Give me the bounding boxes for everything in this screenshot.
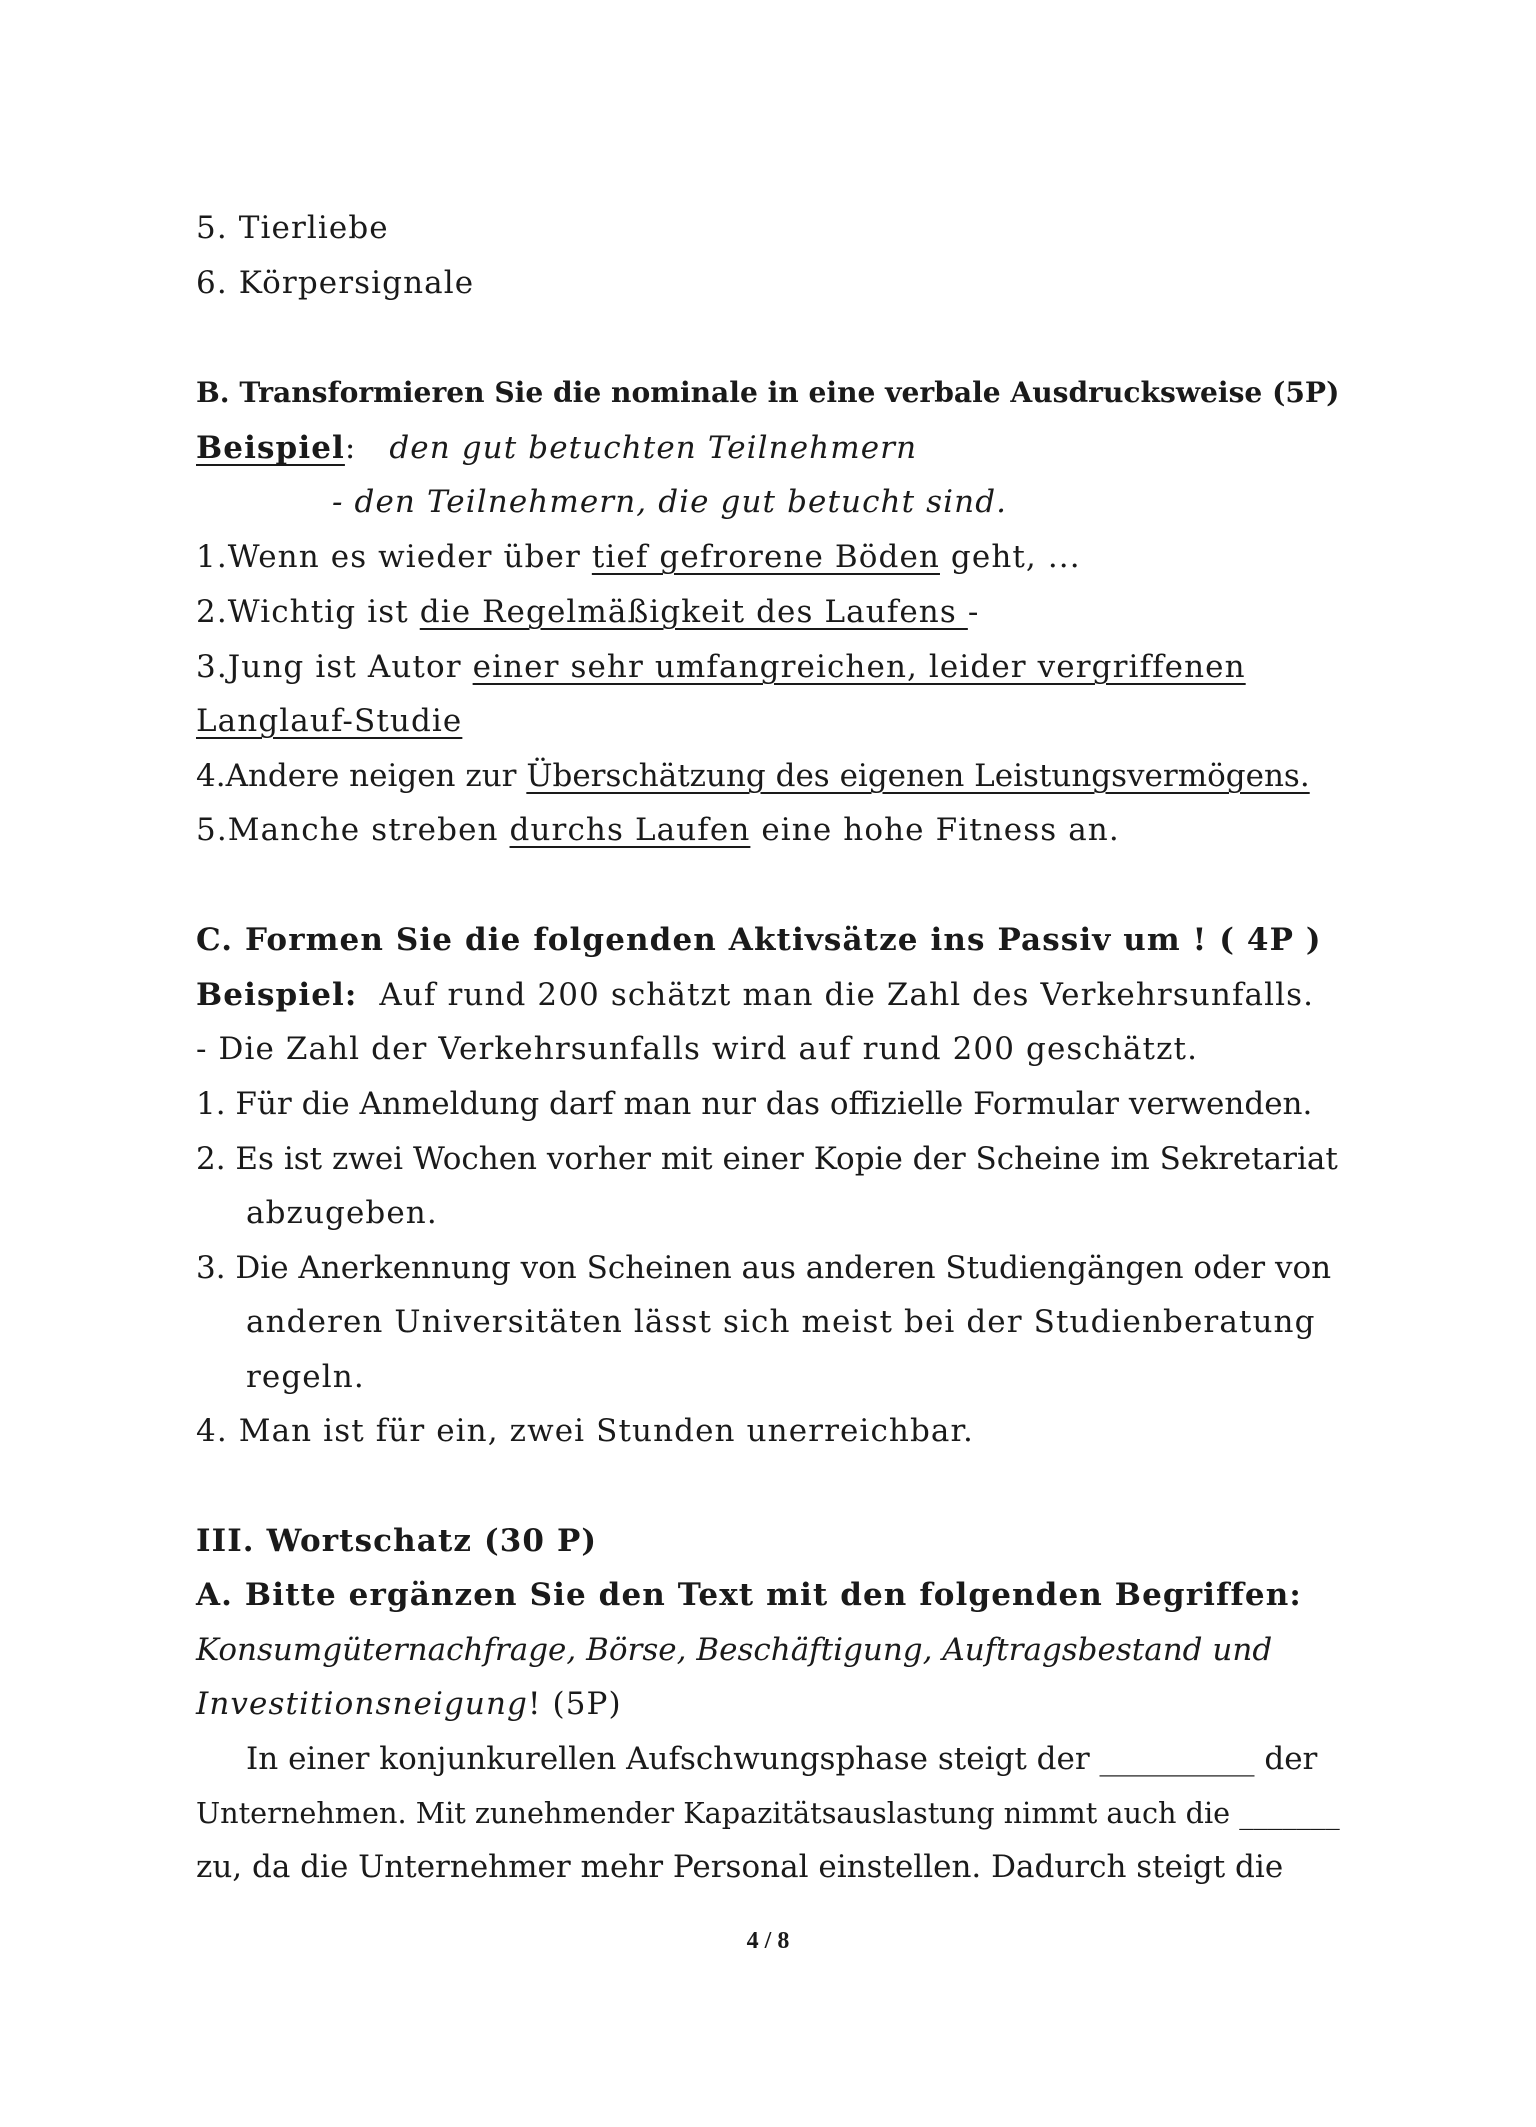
section-c-heading: C. Formen Sie die folgenden Aktivsätze ins Passiv um ! ( 4P ) [196,922,1322,958]
section-c-item-2: 2. Es ist zwei Wochen vorher mit einer Kopie der Scheine im Sekretariat [196,1141,1338,1177]
example-colon: : [344,430,357,466]
item-underlined-phrase: Überschätzung des eigenen Leistungsvermögens. [526,758,1310,794]
terms-line-2 [196,1684,622,1724]
section-b-item-3-cont [196,701,462,741]
list-item-6: 6. Körpersignale [196,265,475,301]
terms-suffix: ! (5P) [528,1686,622,1722]
terms-last: Investitionsneigung [196,1686,529,1722]
section-c-item-3-cont: anderen Universitäten lässt sich meist bei der Studienberatung [246,1304,1316,1340]
section-c-item-2-cont: abzugeben. [246,1195,438,1231]
item-text: 4.Andere neigen zur [196,758,527,794]
item-text: eine hohe Fitness an. [750,812,1120,848]
item-text: 5.Manche streben [196,812,510,848]
item-underlined-phrase: tief gefrorene Böden [591,539,940,575]
item-underlined-phrase: durchs Laufen [509,812,751,848]
item-underlined-phrase: die Regelmäßigkeit des Laufens [419,594,968,630]
section-b-item-4 [196,756,1310,796]
example-answer: - den Teilnehmern, die gut betucht sind. [332,484,1008,520]
page-number: 4 / 8 [746,1928,790,1954]
section-b-item-2 [196,592,979,632]
example-text: den gut betuchten Teilnehmern [389,430,918,466]
text-line-1: In einer konjunkurellen Aufschwungsphase steigt der __________ der [246,1741,1318,1777]
section-c-example-answer: - Die Zahl der Verkehrsunfalls wird auf rund 200 geschätzt. [196,1031,1199,1067]
example-text: Auf rund 200 schätzt man die Zahl des Verkehrsunfalls. [379,977,1315,1013]
item-underlined-phrase: einer sehr umfangreichen, leider vergriffenen [472,649,1246,685]
text-line-2: Unternehmen. Mit zunehmender Kapazitätsauslastung nimmt auch die _______ [196,1796,1340,1830]
terms-line-1: Konsumgüternachfrage, Börse, Beschäftigung, Auftragsbestand und [196,1632,1273,1668]
section-c-item-1: 1. Für die Anmeldung darf man nur das offizielle Formular verwenden. [196,1086,1313,1122]
section-c-item-3: 3. Die Anerkennung von Scheinen aus anderen Studiengängen oder von [196,1250,1332,1286]
section-c-item-4: 4. Man ist für ein, zwei Stunden unerreichbar. [196,1413,974,1449]
example-label: Beispiel: [196,977,358,1013]
section-b-item-3 [196,647,1246,687]
section-b-item-5 [196,810,1120,850]
item-text: 2.Wichtig ist [196,594,420,630]
section-iii-heading: III. Wortschatz (30 P) [196,1523,598,1559]
section-b-item-1 [196,537,1081,577]
section-c-example [196,975,1314,1015]
text-line-3: zu, da die Unternehmer mehr Personal einstellen. Dadurch steigt die [196,1849,1284,1885]
section-b-heading: B. Transformieren Sie die nominale in eine verbale Ausdrucksweise (5P) [196,376,1340,409]
section-iii-a-heading: A. Bitte ergänzen Sie den Text mit den folgenden Begriffen: [196,1577,1302,1613]
item-text: 3.Jung ist Autor [196,649,473,685]
list-item-5: 5. Tierliebe [196,210,389,246]
section-b-example [196,428,917,468]
item-underlined-phrase: Langlauf-Studie [196,703,463,739]
item-text: - [967,594,980,630]
example-label: Beispiel [196,430,345,466]
section-c-item-3-cont2: regeln. [246,1359,365,1395]
item-text: geht, ... [939,539,1081,575]
item-text: 1.Wenn es wieder über [196,539,592,575]
